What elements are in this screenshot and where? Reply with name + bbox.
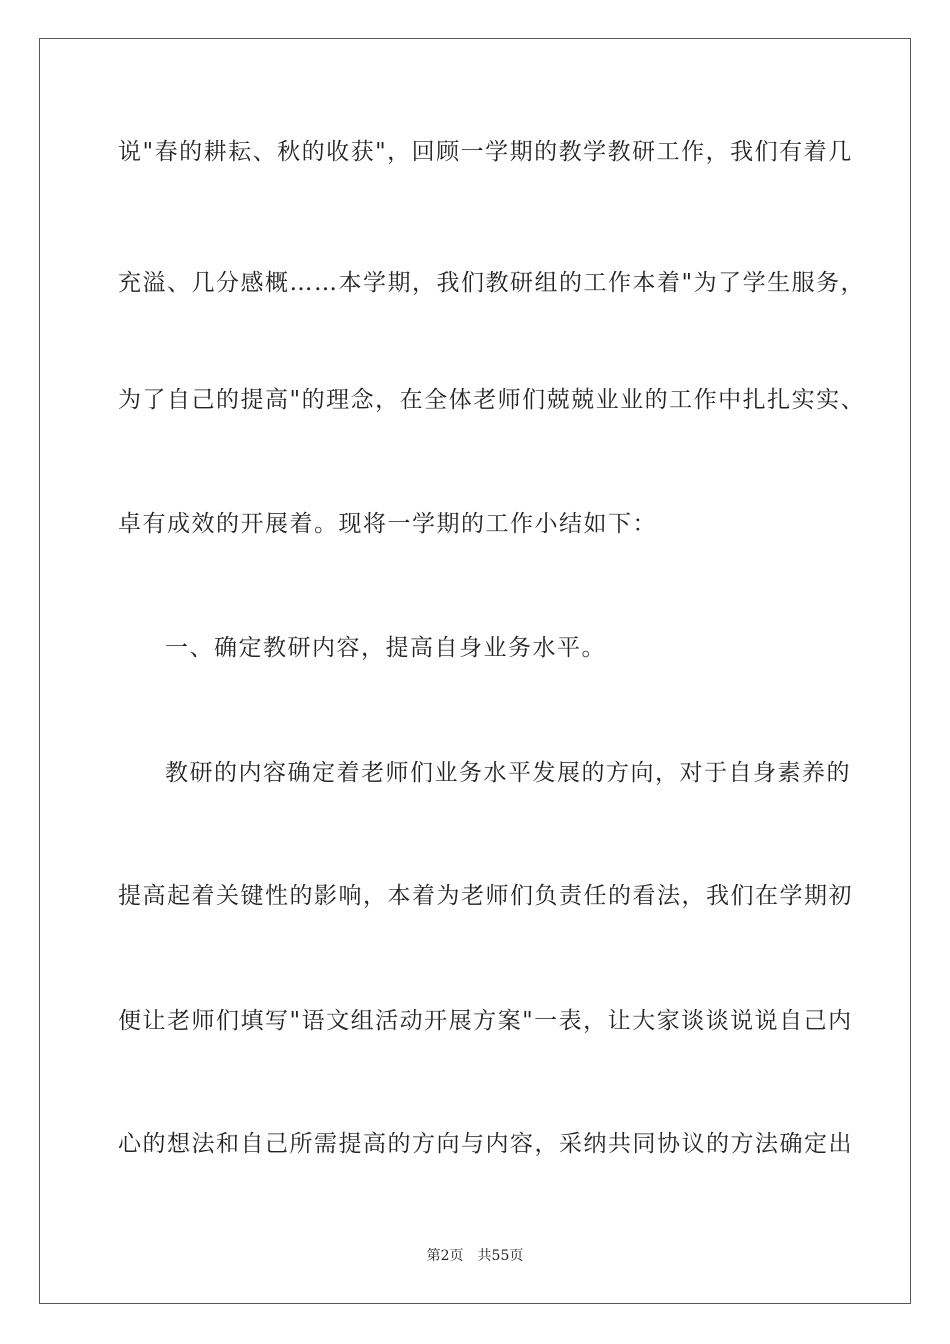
text-line: 充溢、几分感概……本学期，我们教研组的工作本着"为了学生服务， [118,270,866,296]
section-heading: 一、确定教研内容，提高自身业务水平。 [165,635,606,661]
page-number: 第2页 [426,1248,464,1264]
page-footer [0,1247,950,1265]
text-line: 心的想法和自己所需提高的方向与内容，采纳共同协议的方法确定出 [118,1131,853,1157]
text-line: 便让老师们填写"语文组活动开展方案"一表，让大家谈谈说说自己内 [118,1008,853,1034]
text-line: 卓有成效的开展着。现将一学期的工作小结如下： [118,511,657,537]
text-line: 提高起着关键性的影响，本着为老师们负责任的看法，我们在学期初 [118,883,853,909]
page-total: 共55页 [477,1248,524,1264]
text-line: 教研的内容确定着老师们业务水平发展的方向，对于自身素养的 [165,760,851,786]
text-line: 为了自己的提高"的理念，在全体老师们兢兢业业的工作中扎扎实实、 [118,387,866,413]
page-frame [39,38,911,1304]
text-line: 说"春的耕耘、秋的收获"，回顾一学期的教学教研工作，我们有着几 [118,139,853,165]
